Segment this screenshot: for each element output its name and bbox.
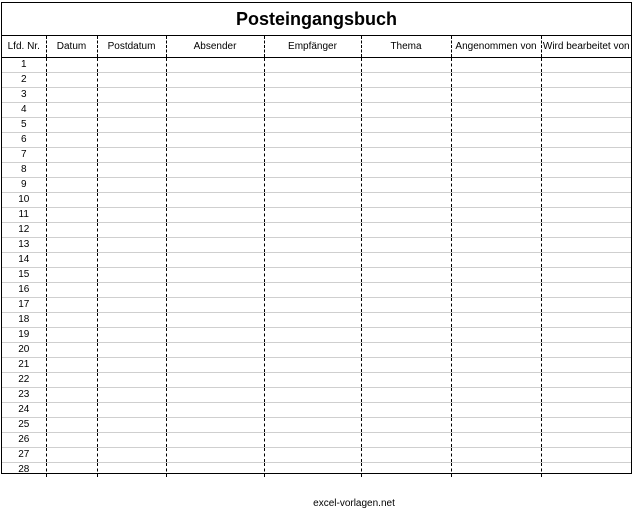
cell-postdatum[interactable] [97, 312, 166, 327]
col-header-lfd-nr: Lfd. Nr. [2, 36, 46, 57]
cell-empfaenger[interactable] [264, 57, 361, 72]
cell-datum[interactable] [46, 87, 97, 102]
cell-angenommen-von[interactable] [451, 162, 541, 177]
cell-absender[interactable] [166, 417, 264, 432]
table-row [2, 372, 631, 387]
table-row [2, 432, 631, 447]
cell-wird-bearbeitet-von[interactable] [541, 417, 631, 432]
cell-absender[interactable] [166, 432, 264, 447]
cell-angenommen-von[interactable] [451, 117, 541, 132]
row-number: 16 [2, 282, 46, 297]
cell-wird-bearbeitet-von[interactable] [541, 192, 631, 207]
cell-thema[interactable] [361, 87, 451, 102]
cell-wird-bearbeitet-von[interactable] [541, 132, 631, 147]
cell-angenommen-von[interactable] [451, 372, 541, 387]
cell-angenommen-von[interactable] [451, 357, 541, 372]
cell-postdatum[interactable] [97, 192, 166, 207]
cell-absender[interactable] [166, 177, 264, 192]
cell-datum[interactable] [46, 117, 97, 132]
row-number: 25 [2, 417, 46, 432]
cell-datum[interactable] [46, 252, 97, 267]
cell-wird-bearbeitet-von[interactable] [541, 372, 631, 387]
col-header-empfaenger: Empfänger [264, 36, 361, 57]
cell-wird-bearbeitet-von[interactable] [541, 252, 631, 267]
cell-thema[interactable] [361, 177, 451, 192]
cell-absender[interactable] [166, 222, 264, 237]
cell-datum[interactable] [46, 297, 97, 312]
cell-wird-bearbeitet-von[interactable] [541, 432, 631, 447]
cell-angenommen-von[interactable] [451, 432, 541, 447]
cell-angenommen-von[interactable] [451, 327, 541, 342]
cell-angenommen-von[interactable] [451, 267, 541, 282]
cell-angenommen-von[interactable] [451, 237, 541, 252]
cell-datum[interactable] [46, 432, 97, 447]
table-body [2, 57, 631, 477]
cell-thema[interactable] [361, 342, 451, 357]
cell-thema[interactable] [361, 312, 451, 327]
table-row [2, 87, 631, 102]
cell-thema[interactable] [361, 447, 451, 462]
cell-wird-bearbeitet-von[interactable] [541, 87, 631, 102]
cell-datum[interactable] [46, 162, 97, 177]
cell-empfaenger[interactable] [264, 222, 361, 237]
cell-datum[interactable] [46, 342, 97, 357]
cell-datum[interactable] [46, 462, 97, 477]
cell-empfaenger[interactable] [264, 372, 361, 387]
cell-wird-bearbeitet-von[interactable] [541, 447, 631, 462]
cell-thema[interactable] [361, 282, 451, 297]
cell-postdatum[interactable] [97, 417, 166, 432]
cell-absender[interactable] [166, 342, 264, 357]
cell-absender[interactable] [166, 447, 264, 462]
cell-thema[interactable] [361, 222, 451, 237]
row-number: 12 [2, 222, 46, 237]
cell-postdatum[interactable] [97, 297, 166, 312]
col-header-absender: Absender [166, 36, 264, 57]
cell-postdatum[interactable] [97, 57, 166, 72]
cell-postdatum[interactable] [97, 432, 166, 447]
cell-angenommen-von[interactable] [451, 132, 541, 147]
cell-absender[interactable] [166, 297, 264, 312]
cell-thema[interactable] [361, 267, 451, 282]
cell-postdatum[interactable] [97, 132, 166, 147]
cell-absender[interactable] [166, 237, 264, 252]
cell-datum[interactable] [46, 282, 97, 297]
cell-empfaenger[interactable] [264, 267, 361, 282]
cell-wird-bearbeitet-von[interactable] [541, 207, 631, 222]
table-row [2, 282, 631, 297]
table-row [2, 192, 631, 207]
table-row [2, 57, 631, 72]
row-number: 15 [2, 267, 46, 282]
cell-absender[interactable] [166, 282, 264, 297]
cell-angenommen-von[interactable] [451, 177, 541, 192]
cell-wird-bearbeitet-von[interactable] [541, 267, 631, 282]
cell-wird-bearbeitet-von[interactable] [541, 462, 631, 477]
cell-empfaenger[interactable] [264, 237, 361, 252]
cell-angenommen-von[interactable] [451, 222, 541, 237]
table-row [2, 177, 631, 192]
cell-empfaenger[interactable] [264, 432, 361, 447]
cell-wird-bearbeitet-von[interactable] [541, 357, 631, 372]
cell-wird-bearbeitet-von[interactable] [541, 327, 631, 342]
row-number: 1 [2, 57, 46, 72]
row-number: 9 [2, 177, 46, 192]
cell-postdatum[interactable] [97, 117, 166, 132]
cell-wird-bearbeitet-von[interactable] [541, 162, 631, 177]
cell-empfaenger[interactable] [264, 192, 361, 207]
cell-angenommen-von[interactable] [451, 447, 541, 462]
cell-angenommen-von[interactable] [451, 297, 541, 312]
cell-wird-bearbeitet-von[interactable] [541, 342, 631, 357]
cell-absender[interactable] [166, 387, 264, 402]
cell-empfaenger[interactable] [264, 207, 361, 222]
mail-log-sheet [1, 2, 632, 474]
table-row [2, 222, 631, 237]
cell-wird-bearbeitet-von[interactable] [541, 102, 631, 117]
row-number: 20 [2, 342, 46, 357]
cell-empfaenger[interactable] [264, 132, 361, 147]
cell-datum[interactable] [46, 192, 97, 207]
cell-angenommen-von[interactable] [451, 282, 541, 297]
cell-empfaenger[interactable] [264, 72, 361, 87]
cell-thema[interactable] [361, 57, 451, 72]
cell-wird-bearbeitet-von[interactable] [541, 117, 631, 132]
row-number: 28 [18, 464, 30, 476]
table-row [2, 447, 631, 462]
table-row [2, 312, 631, 327]
cell-thema[interactable] [361, 462, 451, 477]
cell-thema[interactable] [361, 192, 451, 207]
cell-absender[interactable] [166, 57, 264, 72]
table-row [2, 237, 631, 252]
cell-empfaenger[interactable] [264, 342, 361, 357]
cell-thema[interactable] [361, 237, 451, 252]
cell-empfaenger[interactable] [264, 312, 361, 327]
cell-postdatum[interactable] [97, 402, 166, 417]
cell-angenommen-von[interactable] [451, 207, 541, 222]
table-row [2, 462, 631, 477]
cell-postdatum[interactable] [97, 162, 166, 177]
cell-datum[interactable] [46, 222, 97, 237]
table-row [2, 387, 631, 402]
footer-source: excel-vorlagen.net [313, 498, 395, 509]
table-row [2, 297, 631, 312]
cell-thema[interactable] [361, 417, 451, 432]
cell-empfaenger[interactable] [264, 117, 361, 132]
table-row [2, 162, 631, 177]
cell-absender[interactable] [166, 147, 264, 162]
cell-postdatum[interactable] [97, 72, 166, 87]
cell-angenommen-von[interactable] [451, 252, 541, 267]
table-row [2, 327, 631, 342]
cell-postdatum[interactable] [97, 252, 166, 267]
cell-thema[interactable] [361, 387, 451, 402]
cell-empfaenger[interactable] [264, 387, 361, 402]
cell-wird-bearbeitet-von[interactable] [541, 222, 631, 237]
cell-angenommen-von[interactable] [451, 57, 541, 72]
cell-empfaenger[interactable] [264, 462, 361, 477]
row-number: 6 [2, 132, 46, 147]
table-row [2, 132, 631, 147]
cell-empfaenger[interactable] [264, 357, 361, 372]
cell-empfaenger[interactable] [264, 87, 361, 102]
row-number: 23 [2, 387, 46, 402]
cell-thema[interactable] [361, 372, 451, 387]
table-row [2, 147, 631, 162]
cell-absender[interactable] [166, 72, 264, 87]
cell-thema[interactable] [361, 147, 451, 162]
cell-absender[interactable] [166, 102, 264, 117]
cell-angenommen-von[interactable] [451, 417, 541, 432]
cell-thema[interactable] [361, 357, 451, 372]
cell-postdatum[interactable] [97, 342, 166, 357]
cell-angenommen-von[interactable] [451, 87, 541, 102]
row-number: 21 [2, 357, 46, 372]
cell-postdatum[interactable] [97, 222, 166, 237]
row-number: 18 [2, 312, 46, 327]
cell-thema[interactable] [361, 102, 451, 117]
table-row [2, 72, 631, 87]
cell-angenommen-von[interactable] [451, 402, 541, 417]
cell-postdatum[interactable] [97, 372, 166, 387]
cell-postdatum[interactable] [97, 357, 166, 372]
cell-thema[interactable] [361, 117, 451, 132]
cell-postdatum[interactable] [97, 207, 166, 222]
table-row [2, 357, 631, 372]
cell-absender[interactable] [166, 252, 264, 267]
cell-postdatum[interactable] [97, 147, 166, 162]
cell-thema[interactable] [361, 432, 451, 447]
cell-datum[interactable] [46, 312, 97, 327]
cell-thema[interactable] [361, 252, 451, 267]
cell-wird-bearbeitet-von[interactable] [541, 237, 631, 252]
row-number: 3 [2, 87, 46, 102]
table-row [2, 102, 631, 117]
row-number: 13 [2, 237, 46, 252]
mail-log-table [2, 36, 631, 477]
cell-thema[interactable] [361, 72, 451, 87]
cell-postdatum[interactable] [97, 267, 166, 282]
cell-datum[interactable] [46, 57, 97, 72]
cell-empfaenger[interactable] [264, 297, 361, 312]
cell-thema[interactable] [361, 132, 451, 147]
cell-empfaenger[interactable] [264, 402, 361, 417]
col-header-wird-bearbeitet-von: Wird bearbeitet von [541, 36, 631, 57]
row-number: 10 [2, 192, 46, 207]
cell-absender[interactable] [166, 192, 264, 207]
cell-angenommen-von[interactable] [451, 342, 541, 357]
cell-postdatum[interactable] [97, 447, 166, 462]
cell-absender[interactable] [166, 372, 264, 387]
row-number: 14 [2, 252, 46, 267]
row-number: 26 [2, 432, 46, 447]
cell-datum[interactable] [46, 357, 97, 372]
table-row [2, 267, 631, 282]
cell-datum[interactable] [46, 132, 97, 147]
cell-absender[interactable] [166, 207, 264, 222]
cell-datum[interactable] [46, 267, 97, 282]
cell-empfaenger[interactable] [264, 162, 361, 177]
cell-wird-bearbeitet-von[interactable] [541, 402, 631, 417]
cell-wird-bearbeitet-von[interactable] [541, 57, 631, 72]
cell-absender[interactable] [166, 117, 264, 132]
cell-empfaenger[interactable] [264, 282, 361, 297]
cell-empfaenger[interactable] [264, 102, 361, 117]
cell-datum[interactable] [46, 237, 97, 252]
col-header-thema: Thema [361, 36, 451, 57]
cell-datum[interactable] [46, 372, 97, 387]
cell-thema[interactable] [361, 327, 451, 342]
cell-postdatum[interactable] [97, 177, 166, 192]
cell-thema[interactable] [361, 162, 451, 177]
cell-postdatum[interactable] [97, 462, 166, 477]
cell-angenommen-von[interactable] [451, 102, 541, 117]
cell-empfaenger[interactable] [264, 147, 361, 162]
cell-postdatum[interactable] [97, 87, 166, 102]
cell-absender[interactable] [166, 132, 264, 147]
col-header-datum: Datum [46, 36, 97, 57]
sheet-title: Posteingangsbuch [2, 3, 631, 36]
row-number: 22 [2, 372, 46, 387]
cell-absender[interactable] [166, 402, 264, 417]
cell-datum[interactable] [46, 102, 97, 117]
cell-datum[interactable] [46, 147, 97, 162]
cell-empfaenger[interactable] [264, 447, 361, 462]
cell-empfaenger[interactable] [264, 252, 361, 267]
row-number: 19 [2, 327, 46, 342]
col-header-angenommen-von: Angenommen von [451, 36, 541, 57]
cell-wird-bearbeitet-von[interactable] [541, 312, 631, 327]
table-row [2, 402, 631, 417]
col-header-postdatum: Postdatum [97, 36, 166, 57]
cell-absender[interactable] [166, 327, 264, 342]
cell-thema[interactable] [361, 402, 451, 417]
cell-wird-bearbeitet-von[interactable] [541, 387, 631, 402]
cell-absender[interactable] [166, 162, 264, 177]
cell-thema[interactable] [361, 207, 451, 222]
cell-absender[interactable] [166, 357, 264, 372]
cell-absender[interactable] [166, 312, 264, 327]
cell-postdatum[interactable] [97, 282, 166, 297]
cell-empfaenger[interactable] [264, 327, 361, 342]
cell-wird-bearbeitet-von[interactable] [541, 177, 631, 192]
cell-angenommen-von[interactable] [451, 462, 541, 477]
cell-datum[interactable] [46, 402, 97, 417]
cell-datum[interactable] [46, 447, 97, 462]
cell-postdatum[interactable] [97, 102, 166, 117]
row-number: 8 [2, 162, 46, 177]
cell-absender[interactable] [166, 267, 264, 282]
cell-wird-bearbeitet-von[interactable] [541, 72, 631, 87]
cell-wird-bearbeitet-von[interactable] [541, 282, 631, 297]
cell-datum[interactable] [46, 327, 97, 342]
table-row [2, 207, 631, 222]
cell-wird-bearbeitet-von[interactable] [541, 147, 631, 162]
cell-thema[interactable] [361, 297, 451, 312]
row-number: 27 [2, 447, 46, 462]
cell-datum[interactable] [46, 387, 97, 402]
cell-postdatum[interactable] [97, 387, 166, 402]
cell-angenommen-von[interactable] [451, 72, 541, 87]
row-number: 2 [2, 72, 46, 87]
cell-datum[interactable] [46, 177, 97, 192]
cell-angenommen-von[interactable] [451, 312, 541, 327]
table-row [2, 117, 631, 132]
cell-wird-bearbeitet-von[interactable] [541, 297, 631, 312]
cell-absender[interactable] [166, 87, 264, 102]
cell-empfaenger[interactable] [264, 177, 361, 192]
row-number: 4 [2, 102, 46, 117]
cell-angenommen-von[interactable] [451, 387, 541, 402]
table-row [2, 252, 631, 267]
cell-postdatum[interactable] [97, 237, 166, 252]
cell-datum[interactable] [46, 72, 97, 87]
cell-empfaenger[interactable] [264, 417, 361, 432]
header-row [2, 36, 631, 57]
cell-datum[interactable] [46, 207, 97, 222]
row-number: 17 [2, 297, 46, 312]
table-row [2, 417, 631, 432]
cell-absender[interactable] [166, 462, 264, 477]
row-number: 24 [2, 402, 46, 417]
cell-postdatum[interactable] [97, 327, 166, 342]
cell-angenommen-von[interactable] [451, 147, 541, 162]
cell-datum[interactable] [46, 417, 97, 432]
cell-angenommen-von[interactable] [451, 192, 541, 207]
row-number: 7 [2, 147, 46, 162]
row-number: 5 [2, 117, 46, 132]
table-row [2, 342, 631, 357]
row-number: 11 [2, 207, 46, 222]
